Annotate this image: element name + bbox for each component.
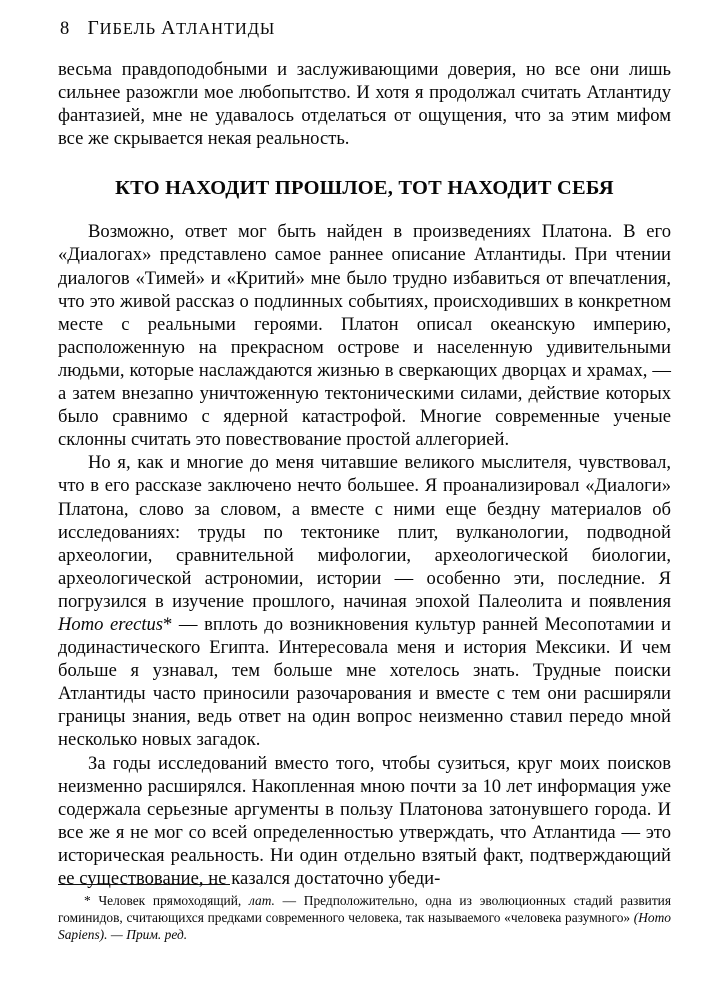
- text-column: [58, 58, 671, 890]
- latin-species-name: Homo erectus: [58, 613, 164, 635]
- spacer-below-heading: [58, 200, 671, 220]
- running-title: ГИБЕЛЬ АТЛАНТИДЫ: [87, 18, 276, 39]
- paragraph-2: Возможно, ответ мог быть найден в произведениях Платона. В его «Диалогах» представлено самое раннее описание Атлантиды. При чтении диалогов «Тимей» и «Критий» мне было трудно избавиться от впечатления, что это живой рассказ о подлинных событиях, происходивших в конкретном месте с реальными героями. Платон описал океанскую империю, расположенную на прекрасном острове и населенную удивительными людьми, которые наслаждаются жизнью в сверкающих дворцах и храмах, — а затем внезапно уничтоженную тектоническими силами, действие которых было сравнимо с ядерной катастрофой. Многие современные ученые склонны считать это повествование простой аллегорией.: [58, 221, 671, 451]
- paragraph-3-text-part-2: — вплоть до возникновения культур ранней Месопотамии и додинастического Египта. Интересовала меня и история Мексики. И чем больше я узнавал, тем больше мне хотелось знать. Трудные поиски Атлантиды часто приносили разочарования и вместе с тем они расширяли границы знания, ведь ответ на один вопрос неизменно ставил передо мной несколько новых загадок.: [58, 613, 671, 751]
- paragraph-3: [58, 451, 671, 751]
- footnote-reference-marker: *: [163, 613, 173, 635]
- footnote-italic-homo-sapiens: (Homo Sapiens).: [58, 910, 671, 943]
- footnote-part-2: — Предположительно, одна из эволюционных стадий развития гоминидов, считающихся предками современного человека, так называемого «человека разумного»: [58, 893, 671, 926]
- footnote-italic-lat: лат.: [249, 893, 275, 908]
- paragraph-3-text-part-1: Но я, как и многие до меня читавшие великого мыслителя, чувствовал, что в его рассказе заключено нечто большее. Я проанализировал «Диалоги» Платона, слово за словом, а вместе с ними еще бездну материалов об исследованиях: труды по тектонике плит, вулканологии, подводной археологии, сравнительной мифологии, археологической биологии, археологической астрономии, истории — особенно эти, последние. Я погрузился в изучение прошлого, начиная эпохой Палеолита и появления: [58, 452, 671, 612]
- footnote-part-1: Человек прямоходящий,: [90, 893, 249, 908]
- running-head: [60, 18, 672, 40]
- paragraph-continued: весьма правдоподобными и заслуживающими доверия, но все они лишь сильнее разожгли мое любопытство. И хотя я продолжал считать Атлантиду фантазией, мне не удавалось отделаться от ощущения, что за этим мифом все же скрывается некая реальность.: [58, 59, 671, 150]
- paragraph-4: За годы исследований вместо того, чтобы сузиться, круг моих поисков неизменно расширялся. Накопленная мною почти за 10 лет информация уже содержала серьезные аргументы в пользу Платонова затонувшего города. И все же я не мог со всей определенностью утверждать, что Атлантида — это историческая реальность. Ни один отдельно взятый факт, подтверждающий ее существование, не казался достаточно убеди-: [58, 752, 671, 889]
- footnote-separator-rule: [58, 884, 230, 885]
- page-number: 8: [60, 19, 70, 39]
- spacer-above-heading: [58, 150, 671, 176]
- footnote-block: [58, 884, 671, 943]
- footnote-editor-note: — Прим. ред.: [110, 927, 188, 943]
- footnote-text: [58, 892, 671, 943]
- section-heading: КТО НАХОДИТ ПРОШЛОЕ, ТОТ НАХОДИТ СЕБЯ: [115, 177, 614, 200]
- footnote-marker: *: [84, 893, 91, 908]
